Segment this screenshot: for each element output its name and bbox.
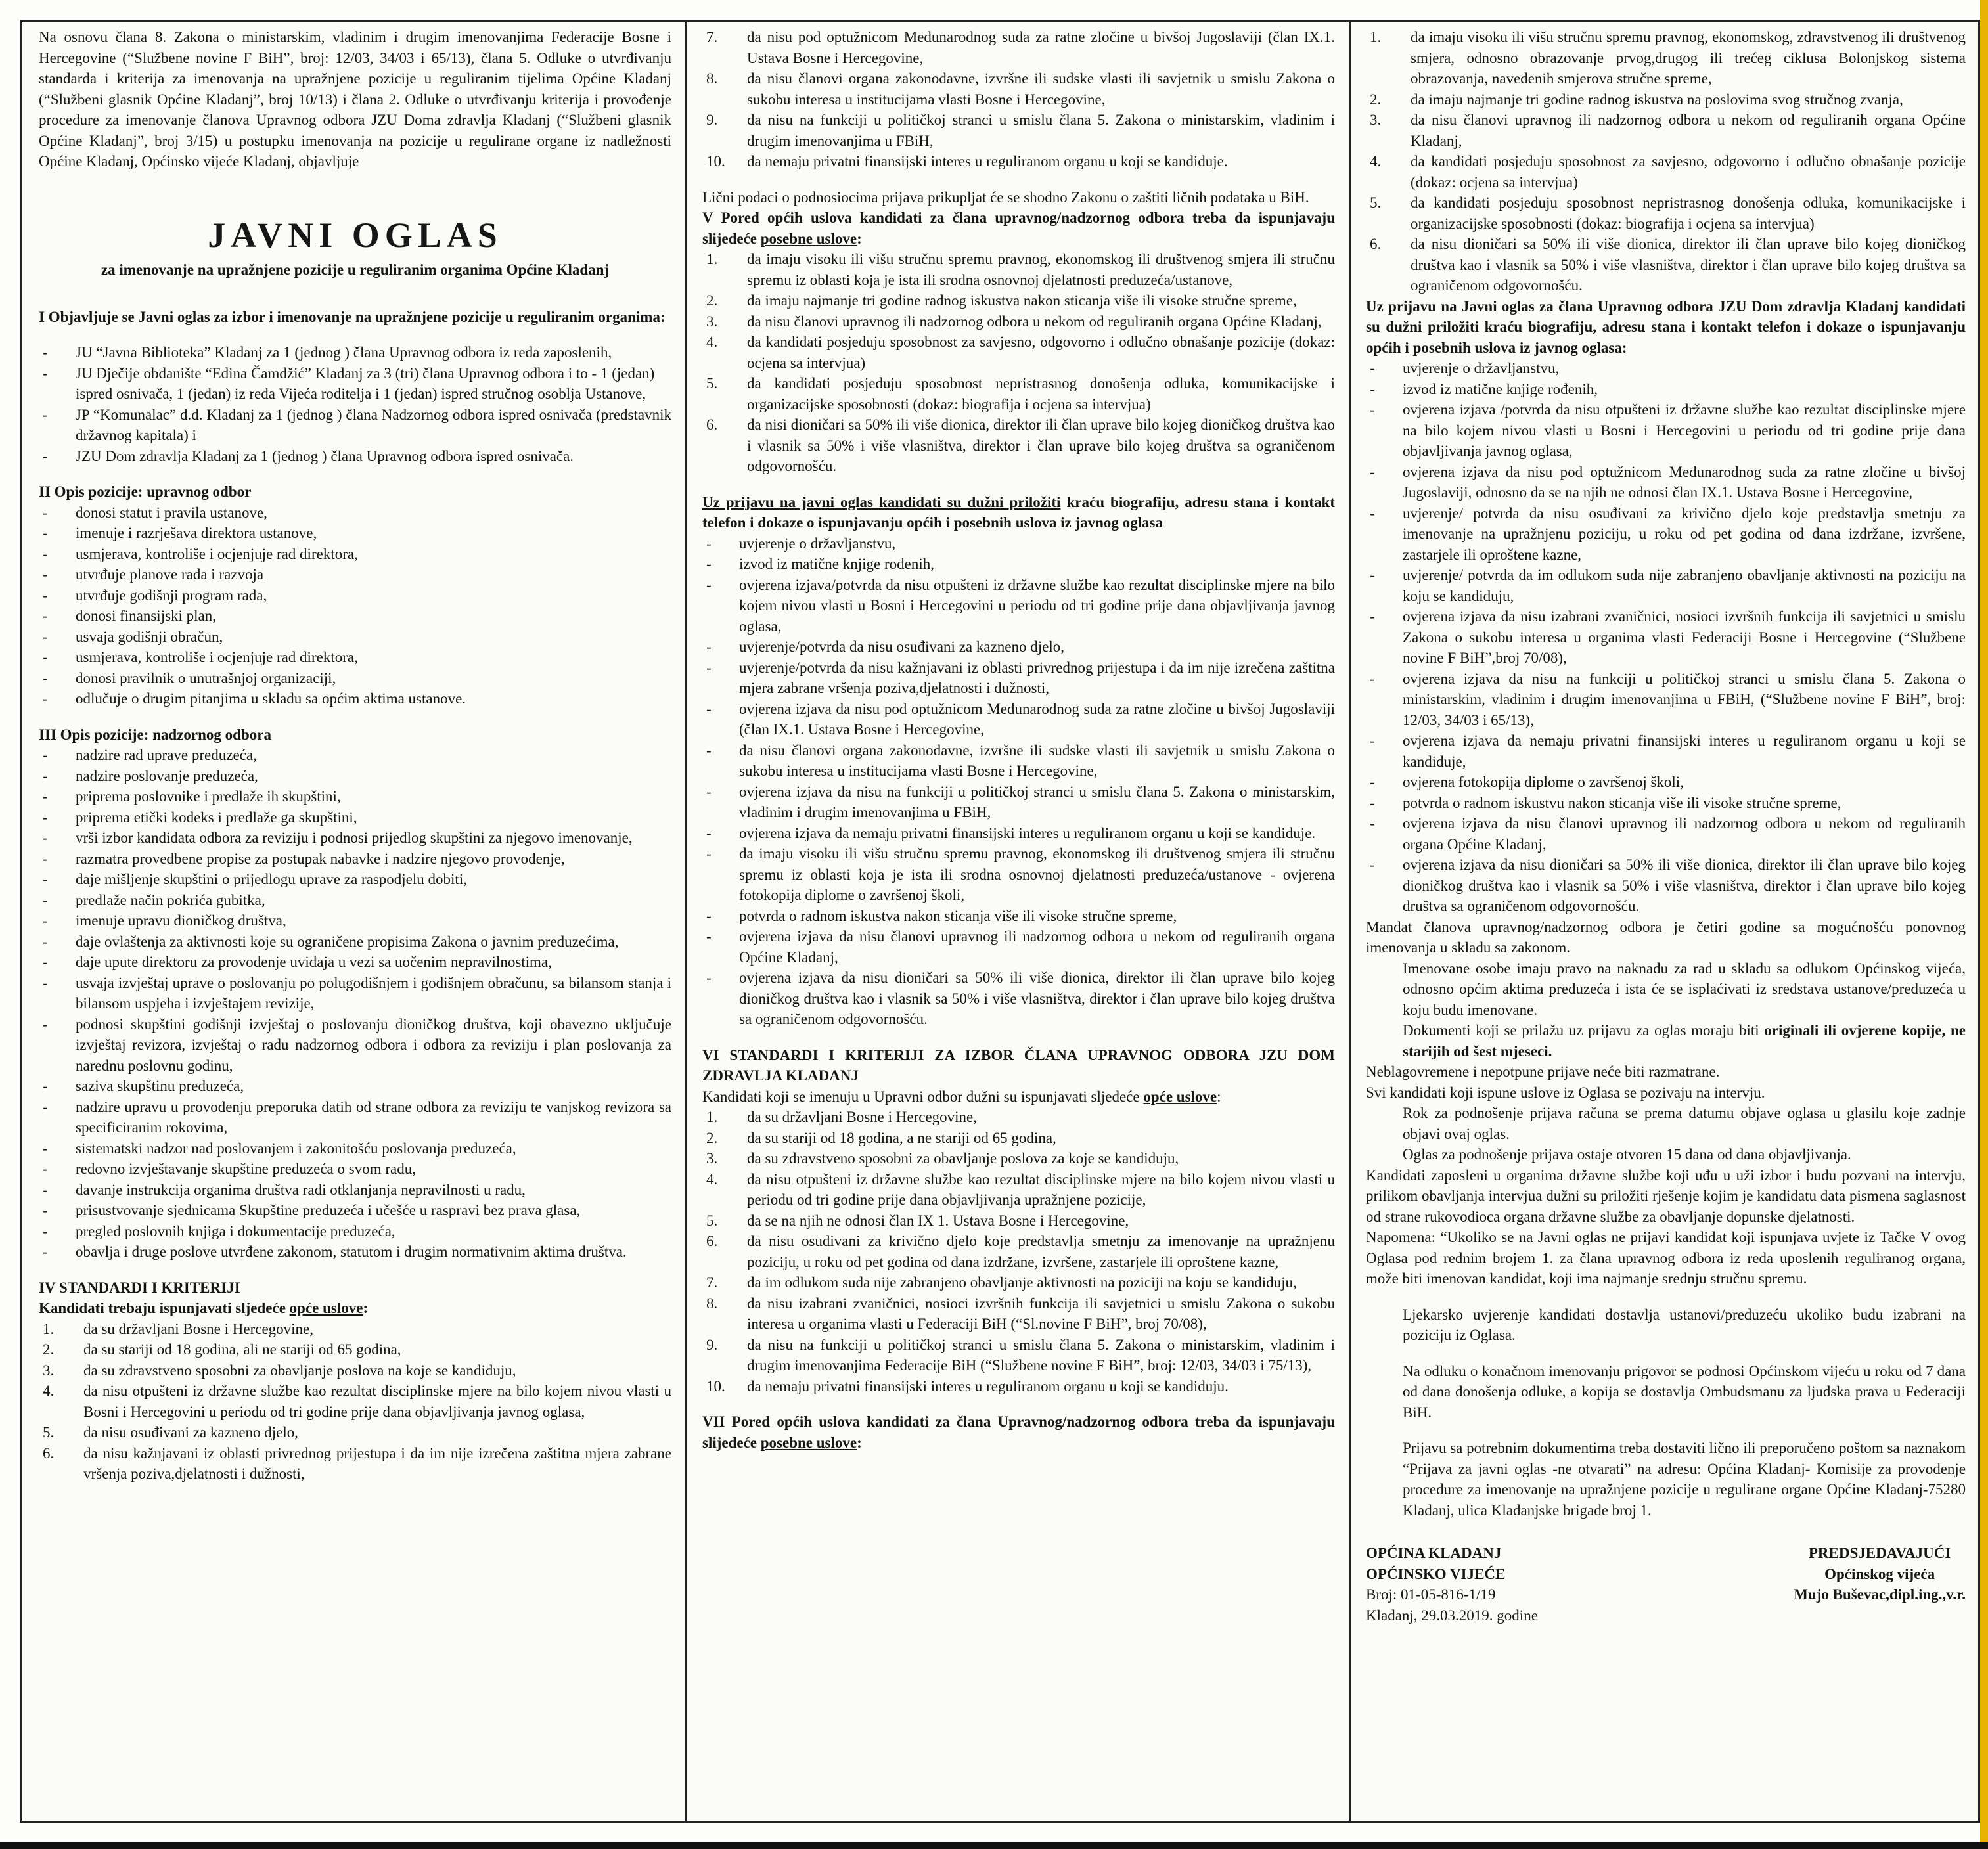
issuer-org: OPĆINA KLADANJ xyxy=(1366,1545,1502,1561)
section-6-list xyxy=(702,1107,1335,1396)
column-2 xyxy=(692,27,1345,1817)
column-3 xyxy=(1355,27,1976,1817)
list-item: - predlaže način pokrića gubitka, xyxy=(43,891,265,908)
deadline-paragraph: Rok za podnošenje prijava računa se prema datumu objave oglasa u glasilu koje zadnje objavi ovaj oglas. xyxy=(1403,1105,1966,1142)
list-item: - donosi statut i pravila ustanove, xyxy=(43,504,267,521)
section-3-list xyxy=(39,745,671,1262)
list-item: - nadzire rad uprave preduzeća, xyxy=(43,747,257,764)
list-item: 3. da nisu članovi upravnog ili nadzornog odbora u nekom od reguliranih organa Općine Kladanj, xyxy=(706,313,1322,330)
list-item: - ovjerena izjava da nemaju privatni finansijski interes u reguliranom organu u koji se kandiduje. xyxy=(706,824,1316,841)
list-item: - ovjerena fotokopija diplome o završenoj školi, xyxy=(1370,774,1684,790)
list-item: - ovjerena izjava da nemaju privatni finansijski interes u reguliranom organu u koji se kandiduje, xyxy=(1370,732,1966,770)
list-item: - utvrđuje planove rada i razvoja xyxy=(43,566,264,583)
issuer-block xyxy=(1366,1543,1538,1626)
page-bottom-edge xyxy=(0,1842,1988,1849)
intro-paragraph: Na osnovu člana 8. Zakona o ministarskim, vladinim i drugim imenovanjima Federacije Bosne i Hercegovine (“Službene novine F BiH”, broj: 12/03, 34/03 i 65/13), člana 5. Odluke o utvrđivanju standarda i kriterija za imenovanja na upražnjene pozicije u reguliranim tijelima Općine Kladanj (“Službeni glasnik Općine Kladanj”, broj 10/13) i člana 2. Odluke o utvrđivanju kriterija i provođenje procedure za imenovanje članova Upravnog odbora JZU Doma zdravlja Kladanj (“Službeni glasnik Općine Kladanj”, broj 3/15) u postupku imenovanja na pozicije u regulirane organe iz nadležnosti Općine Kladanj, Općinsko vijeće Kladanj, objavljuje xyxy=(39,29,671,169)
column-divider xyxy=(685,22,687,1821)
list-item: 2. da imaju najmanje tri godine radnog iskustva na poslovima svog stručnog zvanja, xyxy=(1370,91,1903,108)
section-7-list xyxy=(1366,27,1966,296)
list-item: 7. da nisu pod optužnicom Međunarodnog suda za ratne zločine u bivšoj Jugoslaviji (član IX.1. Ustava Bosne i Hercegovine, xyxy=(706,29,1335,66)
list-item: - odlučuje o drugim pitanjima u skladu sa općim aktima ustanove. xyxy=(43,690,466,707)
list-item: - da imaju visoku ili višu stručnu spremu pravnog, ekonomskog ili društvenog smjera ili stručnu spremu iz oblasti koja je ista ili srodna osnovnoj djelatnosti preduzeća/ustanove - ovjerena fotokopija diplome o završenoj školi, xyxy=(706,845,1335,903)
list-item: 9. da nisu na funkciji u političkoj stranci u smislu člana 5. Zakona o ministarskim, vladinim i drugim imenovanjima u FBiH, xyxy=(706,112,1335,149)
mandate-paragraph: Mandat članova upravnog/nadzornog odbora je četiri godine sa mogućnošću ponovnog imenovanja u skladu sa zakonom. xyxy=(1366,918,1966,956)
list-item: - ovjerena izjava da nisu izabrani zvaničnici, nosioci izvršnih funkcija ili savjetnici u smislu Zakona o sukobu interesa u organima vlasti Federaciji Bosne i Hercegovine (“Službene novine F BiH”,broj 70/08), xyxy=(1370,608,1966,666)
signatory-body: Općinskog vijeća xyxy=(1824,1565,1935,1582)
open-period-paragraph: Oglas za podnošenje prijava ostaje otvoren 15 dana od dana objavljivanja. xyxy=(1403,1146,1851,1163)
list-item: 8. da nisu članovi organa zakonodavne, izvršne ili sudske vlasti ili savjetnik u smislu Zakona o sukobu interesa u institucijama vlasti Bosne i Hercegovine, xyxy=(706,70,1335,108)
list-item: - utvrđuje godišnji program rada, xyxy=(43,587,267,604)
notice-subtitle: za imenovanje na upražnjene pozicije u reguliranim organima Općine Kladanj xyxy=(101,261,610,278)
section-1-list xyxy=(39,342,671,466)
list-item: - nadzire upravu u provođenju preporuka datih od strane odbora za reviziju te vanjskog revizora sa specificiranim rokovima, xyxy=(43,1098,671,1136)
list-item: - ovjerena izjava da nisu dioničari sa 50% ili više dionica, direktor ili član uprave bilo kojeg dioničkog društva kao i vlasnik sa 50% i više vlasništva, direktor i član uprave bilo kojeg društva sa ograničenom odgovornošću. xyxy=(706,969,1335,1027)
list-item: - vrši izbor kandidata odbora za reviziju i podnosi prijedlog skupštini za njegovo imenovanje, xyxy=(43,830,633,847)
list-item: 4. da nisu otpušteni iz državne službe kao rezultat disciplinske mjere na bilo kojem nivou vlasti u periodu od tri godine prije dana objavljivanja upražnjene pozicije, xyxy=(706,1170,1335,1208)
list-item: 4. da nisu otpušteni iz državne službe kao rezultat disciplinske mjere na bilo kojem nivou vlasti u Bosni i Hercegovini u periodu od tri godine prije dana objavljivanja javnog oglasa, xyxy=(43,1383,671,1420)
section-5-heading: V Pored općih uslova kandidati za člana upravnog/nadzornog odbora treba da ispunjavaju slijedeće posebne uslove: xyxy=(702,210,1335,247)
list-item: - ovjerena izjava da nisu dioničari sa 50% ili više dionica, direktor ili član uprave bilo kojeg dioničkog društva kao i vlasnik sa 50% i više vlasništva, direktor i član uprave bilo kojeg društva sa ograničenom odgovornošću. xyxy=(1370,857,1966,914)
list-item: 9. da nisu na funkciji u političkoj stranci u smislu člana 5. Zakona o ministarskim, vladinim i drugim imenovanjima Federacije BiH (“Službene novine F BiH”, broj: 12/03, 34/03 i 75/13), xyxy=(706,1336,1335,1373)
application-docs-list xyxy=(702,533,1335,1030)
list-item: - ovjerena izjava da nisu pod optužnicom Međunarodnog suda za ratne zločine u bivšoj Jugoslaviji, odnosno da se na njih ne odnosi član IX.1. Ustava Bosne i Hercegovine, xyxy=(1370,463,1966,501)
list-item: - ovjerena izjava/potvrda da nisu otpušteni iz državne službe kao rezultat disciplinske mjere na bilo kojem nivou vlasti u Bosni i Hercegovini u periodu od tri godine prije dana objavljivanja javnog oglasa, xyxy=(706,576,1335,635)
civil-service-paragraph: Kandidati zaposleni u organima državne službe koji uđu u uži izbor i budu pozvani na intervju, prilikom obavljanja intervjua dužni su priložiti rješenje kojim je kandidatu data pismena saglasnost od strane rukovodioca organa državne službe za obavljanje dopunske djelatnosti. xyxy=(1366,1167,1966,1225)
signature-block xyxy=(1366,1543,1966,1626)
list-item: - potvrda o radnom iskustvu nakon sticanja više ili visoke stručne spreme, xyxy=(1370,794,1841,811)
list-item: - donosi finansijski plan, xyxy=(43,608,217,625)
section-4-subheading: Kandidati trebaju ispunjavati sljedeće opće uslove: xyxy=(39,1300,369,1317)
list-item: 2. da su stariji od 18 godina, ali ne stariji od 65 godina, xyxy=(43,1341,401,1358)
list-item: - davanje instrukcija organima društva radi otklanjanja nepravilnosti u radu, xyxy=(43,1181,526,1198)
list-item: 5. da kandidati posjeduju sposobnost nepristrasnog donošenja odluka, komunikacijske i organizacijske sposobnosti (dokaz: biografija i ocjena sa intervjua) xyxy=(706,375,1335,412)
list-item: 1. da su državljani Bosne i Hercegovine, xyxy=(706,1109,977,1125)
section-2-heading: II Opis pozicije: upravnog odbor xyxy=(39,483,252,501)
interview-paragraph: Svi kandidati koji ispune uslove iz Oglasa se pozivaju na intervju. xyxy=(1366,1084,1765,1101)
page-edge-strip xyxy=(1980,0,1988,1849)
list-item: - razmatra provedbene propise za postupak nabavke i nadzire njegovo provođenje, xyxy=(43,850,565,867)
list-item: 2. da su stariji od 18 godina, a ne stariji od 65 godina, xyxy=(706,1129,1056,1146)
list-item: - usvaja godišnji obračun, xyxy=(43,628,223,645)
application-docs-heading: Uz prijavu na javni oglas kandidati su dužni priložiti kraću biografiju, adresu stana i kontakt telefon i dokaze o ispunjavanju općih i posebnih uslova iz javnog oglasa xyxy=(702,493,1335,531)
section-2-list xyxy=(39,502,671,709)
list-item: - priprema etički kodeks i predlaže ga skupštini, xyxy=(43,809,357,826)
list-item: - imenuje upravu dioničkog društva, xyxy=(43,912,286,929)
list-item: 3. da nisu članovi upravnog ili nadzornog odbora u nekom od reguliranih organa Općine Kladanj, xyxy=(1370,112,1966,149)
section-6-heading: VI STANDARDI I KRITERIJI ZA IZBOR ČLANA UPRAVNOG ODBORA JZU DOM ZDRAVLJA KLADANJ xyxy=(702,1046,1335,1084)
dom-zdravlja-docs-heading: Uz prijavu na Javni oglas za člana Upravnog odbora JZU Dom zdravlja Kladanj kandidati su dužni priložiti kraću biografiju, adresu stana i kontakt telefon i dokaze o ispunjavanju općih i posebnih uslova iz javnog oglasa: xyxy=(1366,298,1966,356)
submission-paragraph: Prijavu sa potrebnim dokumentima treba dostaviti lično ili preporučeno poštom sa naznakom “Prijava za javni oglas -ne otvarati” na adresu: Općina Kladanj- Komisije za provođenje procedure za imenovanje na upražnjene pozicije u regulirane organe Općine Kladanj-75280 Kladanj, ulica Kladanjske brigade broj 1. xyxy=(1403,1440,1966,1519)
section-6-subheading: Kandidati koji se imenuju u Upravni odbor dužni su ispunjavati sljedeće opće uslove: xyxy=(702,1088,1221,1105)
list-item: - JZU Dom zdravlja Kladanj za 1 (jednog ) člana Upravnog odbora ispred osnivača. xyxy=(43,447,574,464)
list-item: - redovno izvještavanje skupštine preduzeća o svom radu, xyxy=(43,1161,416,1178)
list-item: - obavlja i druge poslove utvrđene zakonom, statutom i drugim normativnim aktima društva. xyxy=(43,1243,627,1260)
list-item: - pregled poslovnih knjiga i dokumentacije preduzeća, xyxy=(43,1222,395,1239)
list-item: - podnosi skupštini godišnji izvještaj o poslovanju dioničkog društva, koji obavezno uključuje izvještaj revizora, izvještaj o radu nadzornog odbora i odbora za reviziju i plan poslovanja za narednu poslovnu godinu, xyxy=(43,1015,671,1074)
list-item: 6. da nisu osuđivani za krivično djelo koje predstavlja smetnju za imenovanje na upražnjenu poziciju, u roku od pet godina od dana izdržane, izvršene, zastarjele ili oproštene kazne, xyxy=(706,1233,1335,1270)
section-1-heading: I Objavljuje se Javni oglas za izbor i imenovanje na upražnjene pozicije u reguliranim organima: xyxy=(39,308,666,325)
list-item: - prisustvovanje sjednicama Skupštine preduzeća i učešće u raspravi bez prava glasa, xyxy=(43,1202,581,1219)
section-4-list xyxy=(39,1319,671,1484)
list-item: 6. da nisi dioničari sa 50% ili više dionica, direktor ili član uprave bilo kojeg dioničkog društva kao i vlasnik sa 50% i više vlasništva, direktor i član uprave bilo kojeg društva sa ograničenom odgovornošću. xyxy=(706,416,1335,474)
signatory-name: Mujo Buševac,dipl.ing.,v.r. xyxy=(1794,1586,1966,1603)
list-item: 1. da imaju visoku ili višu stručnu spremu pravnog, ekonomskog ili društvenog smjera ili stručnu spremu iz oblasti koja je ista ili srodna osnovnoj djelatnosti preduzeća/ustanove, xyxy=(706,251,1335,288)
list-item: - daje upute direktoru za provođenje uviđaja u vezi sa uočenim nepravilnostima, xyxy=(43,954,552,971)
list-item: - usmjerava, kontroliše i ocjenjuje rad direktora, xyxy=(43,649,358,666)
document-date: Kladanj, 29.03.2019. godine xyxy=(1366,1607,1538,1624)
list-item: 1. da su državljani Bosne i Hercegovine, xyxy=(43,1320,313,1337)
list-item: - uvjerenje/ potvrda da im odlukom suda nije zabranjeno obavljanje aktivnosti na poziciju na koju se kandiduju, xyxy=(1370,567,1966,604)
list-item: - usmjerava, kontroliše i ocjenjuje rad direktora, xyxy=(43,545,358,562)
list-item: - ovjerena izjava da nisu na funkciji u političkoj stranci u smislu člana 5. Zakona o ministarskim, vladinim i drugim imenovanjima u FBiH, xyxy=(706,783,1335,820)
dom-zdravlja-docs-list xyxy=(1366,358,1966,917)
list-item: - uvjerenje/ potvrda da nisu osuđivani za krivično djelo koje predstavlja smetnju za imenovanje na upražnjenu poziciju, u roku od pet godina od dana izdržane, izvršene, zastarjele ili oproštene kazne, xyxy=(1370,504,1966,563)
compensation-paragraph: Imenovane osobe imaju pravo na naknadu za rad u skladu sa odlukom Općinskog vijeća, odnosno općim aktima preduzeća i ista će se isplaćivati iz sredstava ustanove/preduzeća u koju budu imenovane. xyxy=(1403,960,1966,1018)
list-item: ispred osnivača, 1 (jedan) iz reda Vijeća roditelja i 1 (jedan) ispred stručnog osoblja Ustanove, xyxy=(76,386,646,403)
list-item: - donosi pravilnik o unutrašnjoj organizaciji, xyxy=(43,669,336,686)
list-item: - uvjerenje o državljanstvu, xyxy=(1370,360,1560,376)
list-item: 1. da imaju visoku ili višu stručnu spremu pravnog, ekonomskog, zdravstvenog ili društvenog smjera, odnosno obrazovanje prvog,drugog ili trećeg ciklusa Bolonjskog sistema obrazovanja, navedenih smjerova stručne spreme, xyxy=(1370,29,1966,87)
list-item: - saziva skupštinu preduzeća, xyxy=(43,1078,244,1095)
list-item: - JU Dječije obdanište “Edina Čamdžić” Kladanj za 3 (tri) člana Upravnog odbora i to - 1 (jedan) xyxy=(43,365,655,382)
list-item: - ovjerena izjava da nisu članovi upravnog ili nadzornog odbora u nekom od reguliranih organa Općine Kladanj, xyxy=(1370,815,1966,853)
list-item: - da nisu članovi organa zakonodavne, izvršne ili sudske vlasti ili savjetnik u smislu Zakona o sukobu interesa u institucijama vlasti Bosne i Hercegovine, xyxy=(706,742,1335,779)
list-item: - ovjerena izjava da nisu na funkciji u političkoj stranci u smislu člana 5. Zakona o ministarskim, vladinim i drugim imenovanjima u FBiH, (“Službene novine F BiH”, broj: 12/03, 34/03 i 65/13), xyxy=(1370,670,1966,728)
list-item: - ovjerena izjava da nisu članovi upravnog ili nadzornog odbora u nekom od reguliranih organa Općine Kladanj, xyxy=(706,928,1335,966)
list-item: 3. da su zdravstveno sposobni za obavljanje poslova na koje se kandiduju, xyxy=(43,1362,516,1379)
list-item: 5. da kandidati posjeduju sposobnost nepristrasnog donošenja odluka, komunikacijske i organizacijske sposobnosti (dokaz: biografija i ocjena sa intervjua) xyxy=(1370,194,1966,232)
list-item: - priprema poslovnike i predlaže ih skupštini, xyxy=(43,788,341,805)
list-item: - JP “Komunalac” d.d. Kladanj za 1 (jednog ) člana Nadzornog odbora ispred osnivača (predstavnik državnog kapitala) i xyxy=(43,406,671,444)
signatory-role: PREDSJEDAVAJUĆI xyxy=(1808,1545,1951,1561)
list-item: - daje mišljenje skupštini o prijedlogu uprave za raspodjelu dobiti, xyxy=(43,871,467,888)
list-item: - usvaja izvještaj uprave o poslovanju po polugodišnjem i godišnjem obračunu, sa bilansom stanja i bilansom uspjeha i izvještajem revizije, xyxy=(43,974,671,1012)
list-item: - uvjerenje/potvrda da nisu kažnjavani iz oblasti privrednog prijestupa i da im nije izrečena zaštitna mjera zabrane vršenja poziva,djelatnosti i dužnosti, xyxy=(706,659,1335,696)
public-notice-page xyxy=(20,20,1980,1823)
list-item: - sistematski nadzor nad poslovanjem i zakonitošću poslovanja preduzeća, xyxy=(43,1140,516,1157)
medical-certificate-paragraph: Ljekarsko uvjerenje kandidati dostavlja ustanovi/preduzeću ukoliko budu izabrani na poziciju iz Oglasa. xyxy=(1403,1306,1966,1343)
column-divider xyxy=(1349,22,1351,1821)
list-item: 6. da nisu dioničari sa 50% ili više dionica, direktor ili član uprave bilo kojeg dioničkog društva kao i vlasnik sa 50% i više vlasništva, direktor i član uprave bilo kojeg društva sa ograničenom odgovornošću. xyxy=(1370,236,1966,294)
list-item: - potvrda o radnom iskustva nakon sticanja više ili visoke stručne spreme, xyxy=(706,907,1177,924)
list-item: 7. da im odlukom suda nije zabranjeno obavljanje aktivnosti na poziciji na koju se kandiduju, xyxy=(706,1274,1297,1291)
documents-paragraph: Dokumenti koji se prilažu uz prijavu za oglas moraju biti originali ili ovjerene kopije, ne starijih od šest mjeseci. xyxy=(1403,1022,1966,1059)
appeal-paragraph: Na odluku o konačnom imenovanju prigovor se podnosi Općinskom vijeću u roku od 7 dana od dana donošenja odluke, a kopija se dostavlja Ombudsmanu za ljudska prava u Federaciji BiH. xyxy=(1403,1362,1966,1421)
list-item: - ovjerena izjava da nisu pod optužnicom Međunarodnog suda za ratne zločine u bivšoj Jugoslaviji (član IX.1. Ustava Bosne i Hercegovine, xyxy=(706,700,1335,738)
section-3-heading: III Opis pozicije: nadzornog odbora xyxy=(39,726,271,743)
list-item: 4. da kandidati posjeduju sposobnost za savjesno, odgovorno i odlučno obnašanje pozicije (dokaz: ocjena sa intervjua) xyxy=(706,334,1335,371)
list-item: - daje ovlaštenja za aktivnosti koje su ograničene propisima Zakona o javnim preduzećima, xyxy=(43,933,619,950)
column-1 xyxy=(28,27,682,1817)
note-paragraph: Napomena: “Ukoliko se na Javni oglas ne prijavi kandidat koji ispunjava uvjete iz Tačke V ovog Oglasa pod rednim brojem 1. za člana upravnog odbora iz reda uposlenih reguliranog organa, može biti imenovan kandidat, koji ima najmanje srednju stručnu spremu. xyxy=(1366,1229,1966,1287)
list-item: 6. da nisu kažnjavani iz oblasti privrednog prijestupa i da im nije izrečena zaštitna mjera zabrane vršenja poziva,djelatnosti i dužnosti, xyxy=(43,1444,671,1482)
signatory-block xyxy=(1794,1543,1966,1626)
list-item: - imenuje i razrješava direktora ustanove, xyxy=(43,525,317,542)
list-item: - izvod iz matične knjige rođenih, xyxy=(706,556,934,572)
section-4-heading: IV STANDARDI I KRITERIJI xyxy=(39,1279,240,1296)
list-item: 4. da kandidati posjeduju sposobnost za savjesno, odgovorno i odlučno obnašanje pozicije (dokaz: ocjena sa intervjua) xyxy=(1370,153,1966,190)
notice-title: JAVNI OGLAS xyxy=(208,215,503,255)
section-7-heading: VII Pored općih uslova kandidati za člana Upravnog/nadzornog odbora treba da ispunjavaju slijedeće posebne uslove: xyxy=(702,1414,1335,1451)
list-item: - nadzire poslovanje preduzeća, xyxy=(43,767,258,784)
document-number: Broj: 01-05-816-1/19 xyxy=(1366,1586,1496,1603)
late-applications-paragraph: Neblagovremene i nepotpune prijave neće biti razmatrane. xyxy=(1366,1063,1720,1080)
list-item: - uvjerenje o državljanstvu, xyxy=(706,535,896,552)
section-4-list-continued xyxy=(702,27,1335,172)
list-item: 10. da nemaju privatni finansijski interes u reguliranom organu u koji se kandiduju. xyxy=(706,1377,1229,1394)
list-item: - ovjerena izjava /potvrda da nisu otpušteni iz državne službe kao rezultat disciplinske mjere na bilo kojem nivou vlasti u Bosni i Hercegovini u periodu od tri godine prije dana objavljivanja javnog oglasa, xyxy=(1370,401,1966,459)
list-item: - JU “Javna Biblioteka” Kladanj za 1 (jednog ) člana Upravnog odbora iz reda zaposlenih, xyxy=(43,344,612,361)
list-item: 2. da imaju najmanje tri godine radnog iskustva nakon sticanja više ili visoke stručne spreme, xyxy=(706,292,1297,309)
list-item: 3. da su zdravstveno sposobni za obavljanje poslova za koje se kandiduju, xyxy=(706,1150,1179,1167)
list-item: - izvod iz matične knjige rođenih, xyxy=(1370,380,1598,397)
section-5-list xyxy=(702,249,1335,477)
list-item: 8. da nisu izabrani zvaničnici, nosioci izvršnih funkcija ili savjetnici u smislu Zakona o sukobu interesa u organima vlasti u Federaciji BiH (“Sl.novine F BiH”, broj 70/08), xyxy=(706,1295,1335,1332)
list-item: 10. da nemaju privatni finansijski interes u reguliranom organu u koji se kandiduje. xyxy=(706,153,1228,169)
list-item: - uvjerenje/potvrda da nisu osuđivani za kazneno djelo, xyxy=(706,638,1064,655)
issuer-body: OPĆINSKO VIJEĆE xyxy=(1366,1565,1506,1582)
list-item: 5. da se na njih ne odnosi član IX 1. Ustava Bosne i Hercegovine, xyxy=(706,1212,1129,1229)
list-item: 5. da nisu osuđivani za kazneno djelo, xyxy=(43,1424,299,1441)
personal-data-note: Lični podaci o podnosiocima prijava prikupljat će se shodno Zakonu o zaštiti ličnih podataka u BiH. xyxy=(702,189,1309,206)
